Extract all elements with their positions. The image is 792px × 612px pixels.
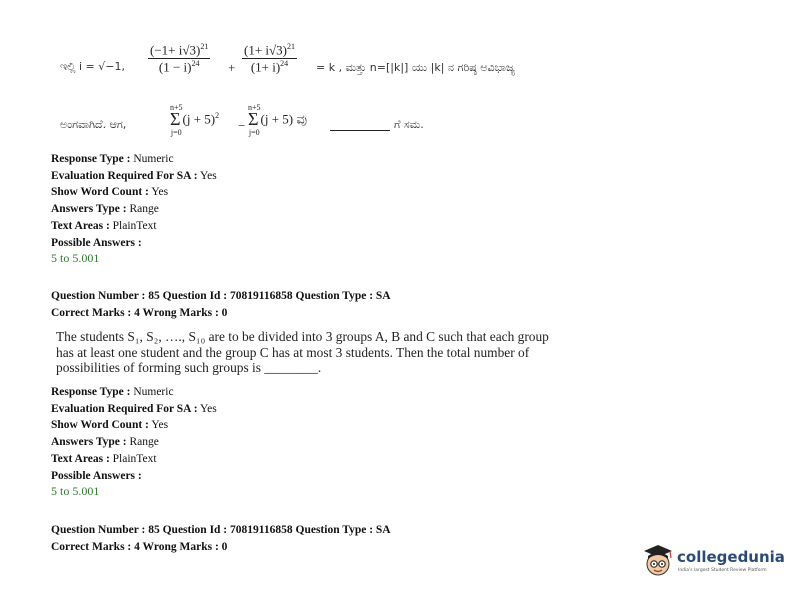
q1-possible-answer: 5 to 5.001 <box>51 251 100 265</box>
q2-meta-row: Text Areas : PlainText <box>51 452 157 465</box>
sigma-icon: Σ <box>248 109 259 129</box>
q2-meta-row: Answers Type : Range <box>51 436 159 449</box>
q2-text-line: has at least one student and the group C has at most 3 students. Then the total number of <box>56 344 530 360</box>
q1-meta-row: Show Word Count : Yes <box>51 186 169 199</box>
q1-metadata <box>51 151 217 251</box>
q1-fraction-2 <box>242 42 297 76</box>
q2-meta-row: Possible Answers : <box>51 469 142 482</box>
q1-sum1-lower: j=0 <box>170 128 182 137</box>
q1-plus-sign: + <box>228 60 236 75</box>
sigma-icon: Σ <box>170 109 181 129</box>
q1-frac1-numerator: (−1+ i√3) <box>150 42 201 58</box>
q1-sum-1 <box>170 104 219 137</box>
q1-sum1-expr: (j + 5) <box>182 111 216 127</box>
q2-meta-row: Response Type : Numeric <box>51 386 174 398</box>
q3-header-line1: Question Number : 85 Question Id : 70819116858 Question Type : SA <box>51 524 391 536</box>
q1-frac2-denominator: (1+ i) <box>250 59 281 75</box>
collegedunia-logo <box>641 543 785 583</box>
q1-frac1-num-exponent: 21 <box>200 42 209 51</box>
q1-fraction-1 <box>148 42 210 76</box>
q1-line2-suffix: ಗೆ ಸಮ. <box>394 118 424 131</box>
q2-header-line2: Correct Marks : 4 Wrong Marks : 0 <box>51 307 228 319</box>
q1-sum1-exponent: 2 <box>215 111 220 121</box>
q1-frac2-numerator: (1+ i√3) <box>244 42 287 58</box>
q1-line1-suffix: = k , ಮತ್ತು n=[|k|] ಯು |k| ನ ಗರಿಷ್ಠ ಅವಿಭಾಜ್ಯ <box>316 61 515 74</box>
q2-meta-row: Evaluation Required For SA : Yes <box>51 402 217 415</box>
q1-sum-2 <box>248 104 307 137</box>
q2-meta-row: Show Word Count : Yes <box>51 419 169 432</box>
q1-answer-blank <box>330 120 390 131</box>
q1-meta-row: Answers Type : Range <box>51 203 159 216</box>
q2-text-line: possibilities of forming such groups is ________. <box>56 360 322 375</box>
q1-frac1-denominator: (1 − i) <box>158 59 192 75</box>
question1-math-line1 <box>60 38 620 98</box>
q1-line2-prefix: ಅಂಗವಾಗಿದೆ. ಆಗ, <box>60 118 127 131</box>
q2-possible-answer: 5 to 5.001 <box>51 484 100 498</box>
logo-wordmark: collegedunia <box>677 548 785 566</box>
q1-frac2-num-exponent: 21 <box>287 42 295 51</box>
q1-minus-sign: − <box>238 118 246 133</box>
logo-tagline: India's largest Student Review Platform <box>678 568 767 573</box>
q2-header-line1: Question Number : 85 Question Id : 70819116858 Question Type : SA <box>51 290 391 302</box>
q1-line1-prefix: ಇಲ್ಲಿ i = √−1, <box>60 60 125 73</box>
q1-sum2-expr: (j + 5) ವು <box>260 111 307 127</box>
question1-math-line2 <box>60 104 620 146</box>
q1-frac1-den-exponent: 24 <box>191 59 200 69</box>
q1-sum1-upper: n+5 <box>170 103 183 112</box>
q1-frac2-den-exponent: 24 <box>280 59 289 69</box>
q1-sum2-lower: j=0 <box>248 128 260 137</box>
q2-question-text <box>56 329 596 376</box>
q1-meta-row: Evaluation Required For SA : Yes <box>51 169 217 182</box>
q1-sum2-upper: n+5 <box>248 103 261 112</box>
q2-text-line: The students S₁, S₂, …., S₁₀ are to be divided into 3 groups A, B and C such that each group <box>56 329 549 344</box>
q1-meta-row: Response Type : Numeric <box>51 153 174 165</box>
q1-meta-row: Text Areas : PlainText <box>51 219 157 232</box>
q3-header-line2: Correct Marks : 4 Wrong Marks : 0 <box>51 541 228 553</box>
q2-metadata <box>51 384 217 484</box>
q1-meta-row: Possible Answers : <box>51 236 142 249</box>
mascot-icon <box>641 543 675 579</box>
